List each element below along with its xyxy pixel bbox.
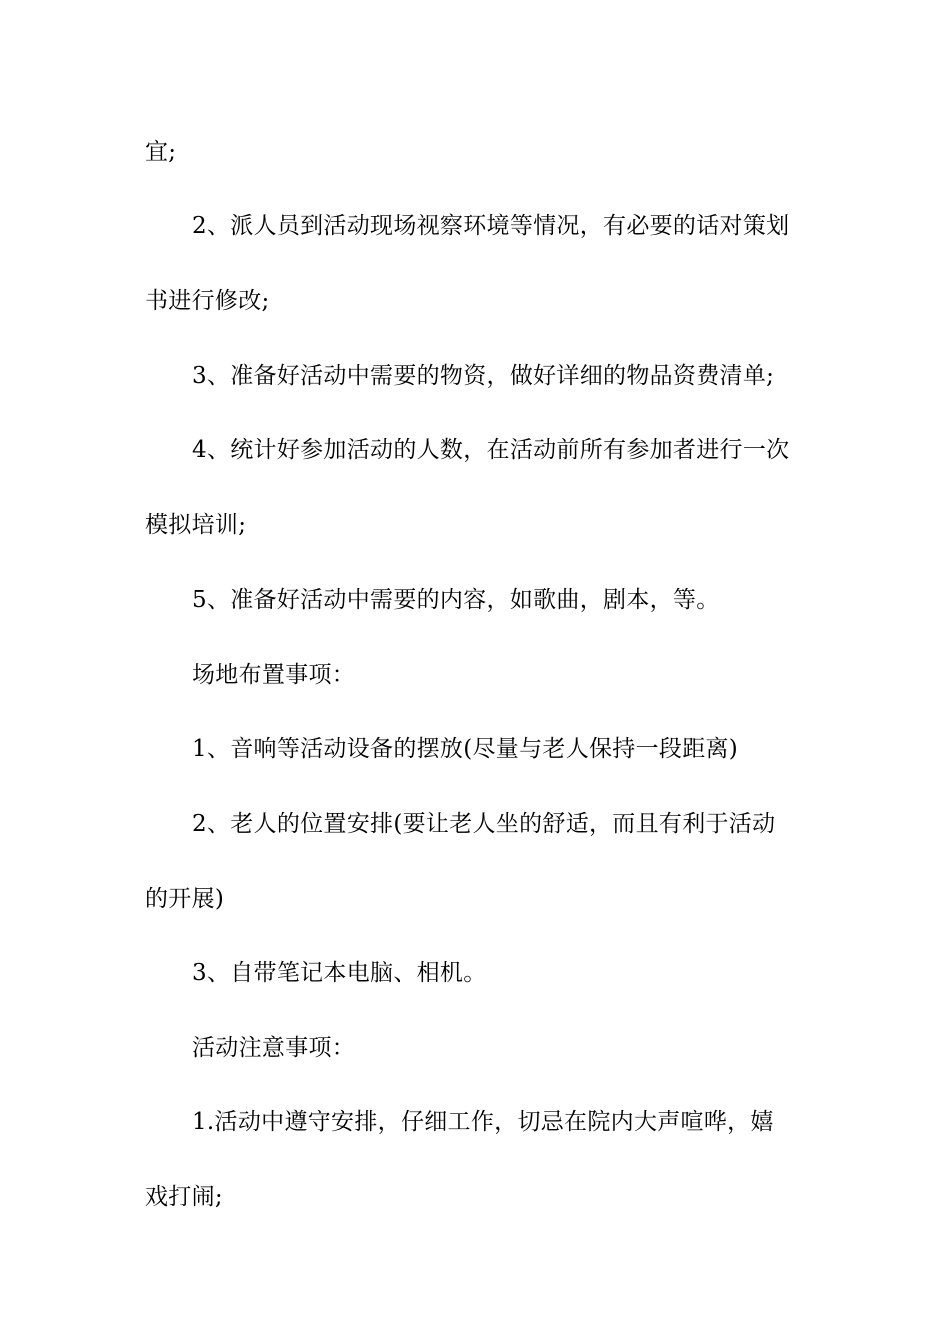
section-heading: 场地布置事项：	[192, 662, 356, 688]
text-line: 3、自带笔记本电脑、相机。	[192, 960, 487, 986]
section-heading: 活动注意事项：	[192, 1035, 356, 1061]
text-line: 模拟培训;	[145, 512, 247, 538]
text-line: 的开展)	[145, 886, 225, 912]
text-line: 宜;	[145, 139, 177, 165]
text-line: 2、派人员到活动现场视察环境等情况，有必要的话对策划	[192, 213, 790, 239]
text-line: 2、老人的位置安排(要让老人坐的舒适，而且有利于活动	[192, 811, 776, 837]
text-line: 书进行修改;	[145, 288, 270, 314]
text-line: 戏打闹;	[145, 1184, 223, 1210]
text-line: 5、准备好活动中需要的内容，如歌曲，剧本，等。	[192, 587, 720, 613]
text-line: 1.活动中遵守安排，仔细工作，切忌在院内大声喧哗，嬉	[192, 1109, 774, 1135]
text-line: 1、音响等活动设备的摆放(尽量与老人保持一段距离)	[192, 736, 739, 762]
text-line: 4、统计好参加活动的人数，在活动前所有参加者进行一次	[192, 437, 790, 463]
text-line: 3、准备好活动中需要的物资，做好详细的物品资费清单;	[192, 363, 775, 389]
